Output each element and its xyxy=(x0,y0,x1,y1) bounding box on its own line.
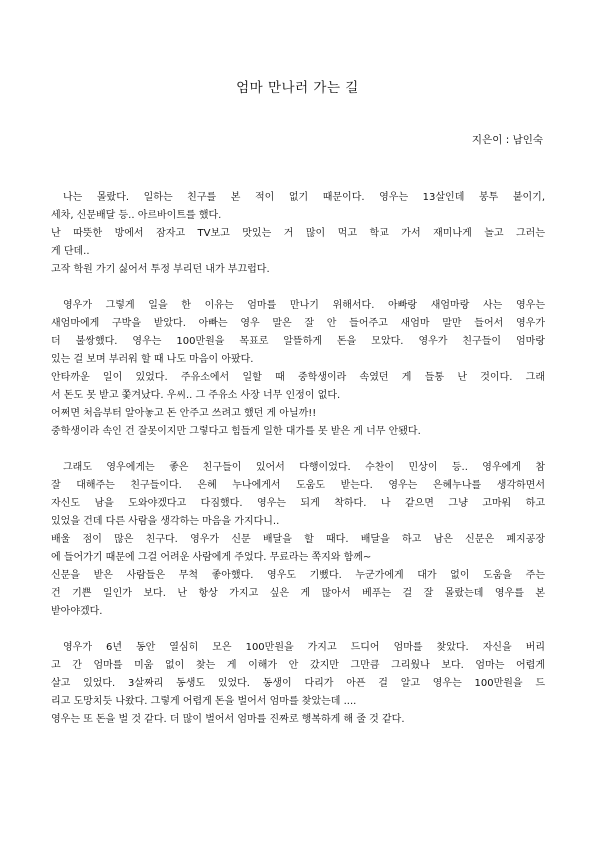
text-line: 신문을 받은 사람들은 무척 좋아했다. 영우도 기뻤다. 누군가에게 대가 없이 도움을 주는 xyxy=(51,570,545,581)
text-line: 잘 대해주는 친구들이다. 은혜 누나에게서 도움도 받는다. 영우는 은혜누나를 생각하면서 xyxy=(51,480,545,491)
document-title: 엄마 만나러 가는 길 xyxy=(236,80,359,96)
author-line: 지은이 : 남인숙 xyxy=(471,134,543,146)
document-body xyxy=(51,189,545,747)
paragraph-2 xyxy=(51,297,545,441)
text-line: 건 기쁜 일인가 보다. 난 항상 가지고 싶은 게 많아서 베푸는 걸 잘 몰랐는데 영우를 본 xyxy=(51,588,545,599)
text-line: 고작 학원 가기 싫어서 투정 부리던 내가 부끄럽다. xyxy=(51,264,270,275)
text-line: 자신도 남을 도와야겠다고 다짐했다. 영우는 되게 착하다. 나 같으면 그냥 고마워 하고 xyxy=(51,498,545,509)
text-line: 리고 도망치듯 나왔다. 그렇게 어렵게 돈을 벌어서 엄마를 찾았는데 .... xyxy=(51,696,357,707)
paragraph-4 xyxy=(51,639,545,729)
text-line: 에 들어가기 때문에 그걸 어려운 사람에게 주었다. 무료라는 쪽지와 함께~ xyxy=(51,552,372,563)
text-line: 있었을 건데 다른 사람을 생각하는 마음을 가지다니.. xyxy=(51,516,280,527)
text-line: 어쩌면 처음부터 알아놓고 돈 안주고 쓰려고 했던 게 아닐까!! xyxy=(51,408,317,419)
text-line: 영우가 6년 동안 열심히 모은 100만원을 가지고 드디어 엄마를 찾았다. 자신을 버리 xyxy=(63,642,545,653)
text-line: 살고 있었다. 3살짜리 동생도 있었다. 동생이 다리가 아픈 걸 알고 영우는 100만원을 드 xyxy=(51,678,545,689)
text-line: 영우가 그렇게 일을 한 이유는 엄마를 만나기 위해서다. 아빠랑 새엄마랑 사는 영우는 xyxy=(63,300,545,311)
text-line: 서 돈도 못 받고 쫓겨났다. 우씨.. 그 주유소 사장 너무 인정이 없다. xyxy=(51,390,341,401)
text-line: 안타까운 일이 있었다. 주유소에서 일할 때 중학생이라 속였던 게 들통 난 것이다. 그래 xyxy=(51,372,545,383)
text-line: 게 단데.. xyxy=(51,246,90,257)
paragraph-3 xyxy=(51,459,545,621)
text-line: 있는 걸 보며 부러워 할 때 나도 마음이 아팠다. xyxy=(51,354,254,365)
text-line: 세차, 신문배달 등.. 아르바이트를 했다. xyxy=(51,210,222,221)
text-line: 받아야겠다. xyxy=(51,606,103,617)
text-line: 더 불쌍했다. 영우는 100만원을 목표로 알뜰하게 돈을 모았다. 영우가 친구들이 엄마랑 xyxy=(51,336,545,347)
text-line: 그래도 영우에게는 좋은 친구들이 있어서 다행이었다. 수찬이 민상이 등.. 영우에게 참 xyxy=(63,462,545,473)
paragraph-1 xyxy=(51,189,545,279)
text-line: 고 간 엄마를 미움 없이 찾는 게 이해가 안 갔지만 그만큼 그리웠나 보다. 엄마는 어렵게 xyxy=(51,660,545,671)
text-line: 나는 몰랐다. 일하는 친구를 본 적이 없기 때문이다. 영우는 13살인데 봉투 붙이기, xyxy=(63,192,545,203)
text-line: 중학생이라 속인 건 잘못이지만 그렇다고 힘들게 일한 대가를 못 받은 게 너무 안됐다. xyxy=(51,426,421,437)
text-line: 배울 점이 많은 친구다. 영우가 신문 배달을 할 때다. 배달을 하고 남은 신문은 폐지공장 xyxy=(51,534,545,545)
text-line: 영우는 또 돈을 벌 것 같다. 더 많이 벌어서 엄마를 진짜로 행복하게 해 줄 것 같다. xyxy=(51,714,405,725)
text-line: 새엄마에게 구박을 받았다. 아빠는 영우 말은 잘 안 들어주고 새엄마 말만 들어서 영우가 xyxy=(51,318,545,329)
text-line: 난 따뜻한 방에서 잠자고 TV보고 맛있는 거 많이 먹고 학교 가서 재미나게 놀고 그러는 xyxy=(51,228,545,239)
